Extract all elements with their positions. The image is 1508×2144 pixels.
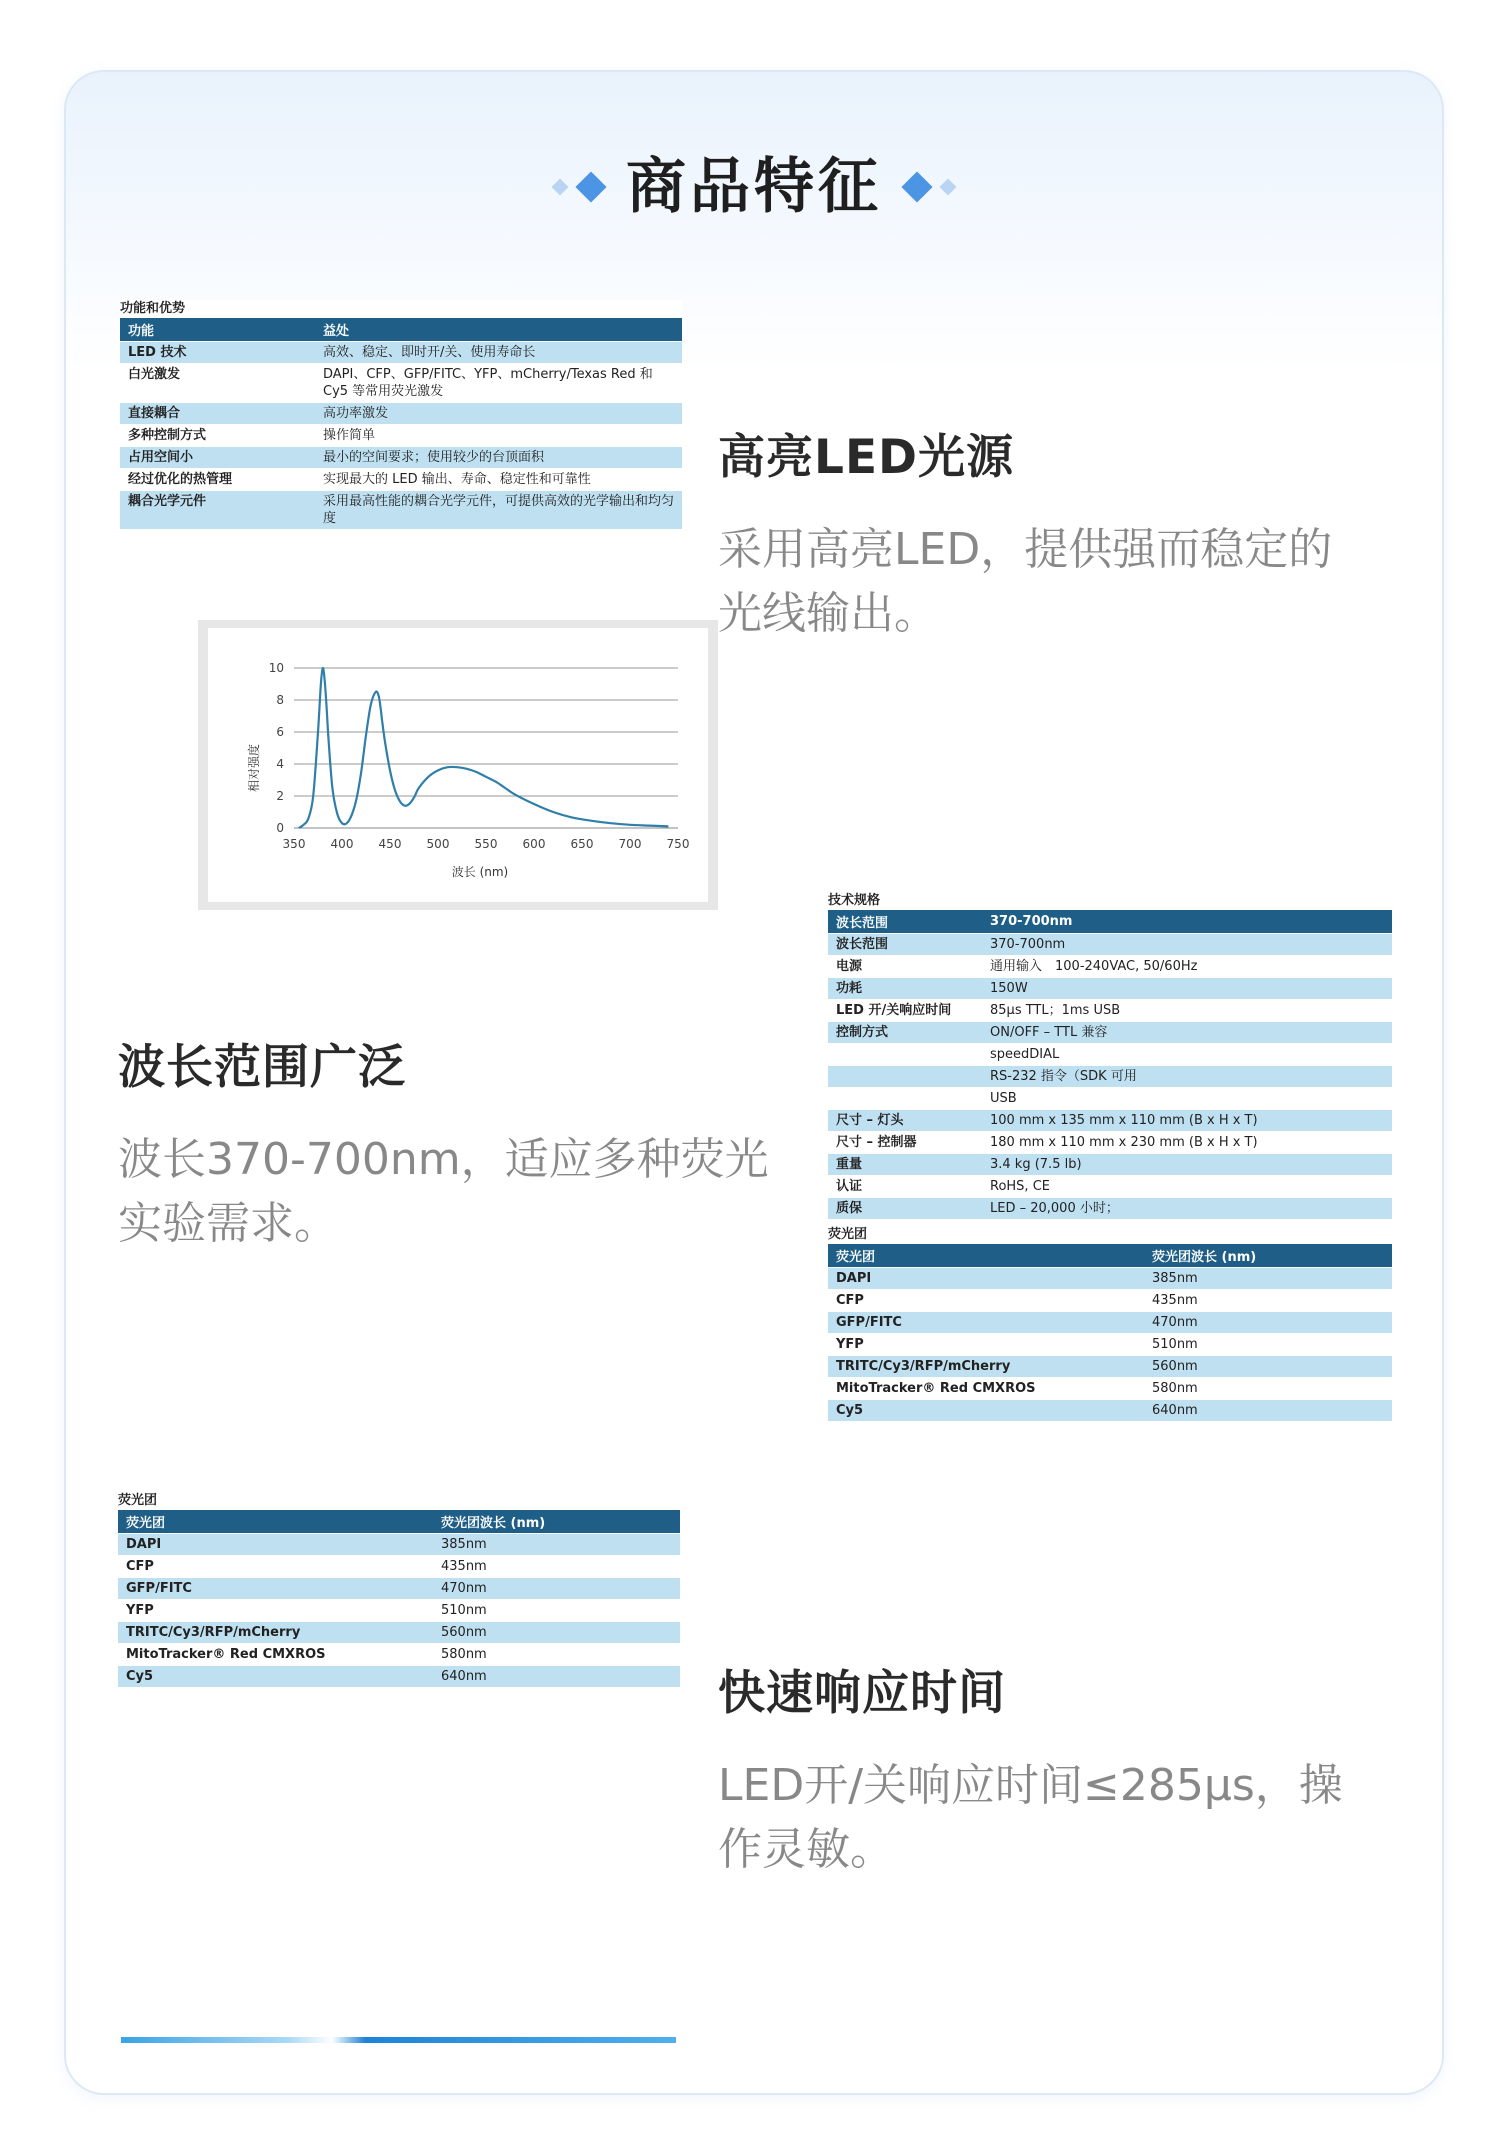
column-header: 益处 [315, 318, 682, 342]
cell-value: RS-232 指令（SDK 可用 [982, 1066, 1392, 1088]
table-row [120, 342, 682, 364]
column-header: 波长范围 [828, 910, 982, 934]
column-header: 荧光团 [118, 1510, 433, 1534]
table-row [828, 1154, 1392, 1176]
y-axis-label: 相对强度 [247, 743, 261, 793]
table-row [828, 956, 1392, 978]
y-tick-label: 2 [276, 789, 284, 803]
table-row [828, 1198, 1392, 1220]
product-features-card [64, 70, 1444, 2095]
description-line: 光线输出。 [718, 588, 938, 639]
feature-block-led [718, 428, 1418, 646]
cell-value: 510nm [1144, 1334, 1392, 1356]
table-row [118, 1666, 680, 1688]
table-row [120, 425, 682, 447]
x-tick-label: 700 [618, 837, 642, 851]
cell-value: 通用输入 100-240VAC, 50/60Hz [982, 956, 1392, 978]
table-row [118, 1644, 680, 1666]
table-row [828, 1334, 1392, 1356]
cell-key: 质保 [828, 1198, 982, 1220]
description-line: 波长370-700nm，适应多种荧光 [118, 1134, 769, 1185]
cell-key: GFP/FITC [118, 1578, 433, 1600]
cell-value: 180 mm x 110 mm x 230 mm (B x H x T) [982, 1132, 1392, 1154]
y-tick-label: 10 [268, 661, 284, 675]
cell-key: Cy5 [828, 1400, 1144, 1422]
cell-key: 尺寸 – 控制器 [828, 1132, 982, 1154]
y-tick-label: 0 [276, 821, 284, 835]
column-header: 荧光团波长 (nm) [433, 1510, 680, 1534]
table-row [120, 403, 682, 425]
description-line: 实验需求。 [118, 1198, 338, 1249]
cell-value: 435nm [433, 1556, 680, 1578]
cell-feature: 占用空间小 [120, 447, 315, 469]
cell-value: 580nm [1144, 1378, 1392, 1400]
table-caption: 荧光团 [118, 1493, 158, 1508]
table-row [828, 1132, 1392, 1154]
table-row [828, 1356, 1392, 1378]
cell-key: LED 开/关响应时间 [828, 1000, 982, 1022]
cell-value: 560nm [1144, 1356, 1392, 1378]
cell-feature: 直接耦合 [120, 403, 315, 425]
x-tick-label: 650 [570, 837, 594, 851]
feature-description [118, 1128, 818, 1256]
table-row [118, 1534, 680, 1556]
x-axis-label: 波长 (nm) [451, 865, 509, 879]
y-tick-label: 4 [276, 757, 284, 771]
cell-value: 100 mm x 135 mm x 110 mm (B x H x T) [982, 1110, 1392, 1132]
column-header: 370-700nm [982, 910, 1392, 934]
cell-benefit: 高效、稳定、即时开/关、使用寿命长 [315, 342, 682, 364]
table-row [828, 1088, 1392, 1110]
table-row [828, 1110, 1392, 1132]
cell-value: ON/OFF – TTL 兼容 [982, 1022, 1392, 1044]
x-tick-label: 500 [426, 837, 450, 851]
cell-value: LED – 20,000 小时； [982, 1198, 1392, 1220]
table-row [828, 1268, 1392, 1290]
feature-description [718, 1754, 1418, 1882]
cell-value: 385nm [433, 1534, 680, 1556]
cell-value: 370-700nm [982, 934, 1392, 956]
description-line: 采用高亮LED，提供强而稳定的 [718, 524, 1333, 575]
cell-value: speedDIAL [982, 1044, 1392, 1066]
cell-value: USB [982, 1088, 1392, 1110]
cell-benefit: 采用最高性能的耦合光学元件，可提供高效的光学输出和均匀度 [315, 491, 682, 530]
cell-key: 控制方式 [828, 1022, 982, 1044]
cell-value: 640nm [1144, 1400, 1392, 1422]
cell-value: 470nm [1144, 1312, 1392, 1334]
table-row [828, 1066, 1392, 1088]
cell-key: YFP [118, 1600, 433, 1622]
cell-key: CFP [118, 1556, 433, 1578]
cell-value: 510nm [433, 1600, 680, 1622]
description-line: 作灵敏。 [718, 1824, 894, 1875]
cell-key: MitoTracker® Red CMXROS [118, 1644, 433, 1666]
section-header [66, 142, 1442, 232]
spectrum-chart-panel [198, 620, 718, 910]
table-row [118, 1622, 680, 1644]
cell-key: MitoTracker® Red CMXROS [828, 1378, 1144, 1400]
cell-key: 重量 [828, 1154, 982, 1176]
x-tick-label: 400 [330, 837, 354, 851]
cell-feature: LED 技术 [120, 342, 315, 364]
cell-key [828, 1044, 982, 1066]
cell-value: 560nm [433, 1622, 680, 1644]
cell-benefit: 最小的空间要求；使用较少的台顶面积 [315, 447, 682, 469]
cell-key: DAPI [118, 1534, 433, 1556]
cell-key: 功耗 [828, 978, 982, 1000]
table-caption: 技术规格 [828, 893, 881, 908]
x-tick-label: 550 [474, 837, 498, 851]
decorative-image-strip [121, 2037, 676, 2043]
table-row [828, 1044, 1392, 1066]
diamond-icon [552, 179, 569, 196]
cell-benefit: DAPI、CFP、GFP/FITC、YFP、mCherry/Texas Red 和 Cy5 等常用荧光激发 [315, 364, 682, 403]
column-header: 功能 [120, 318, 315, 342]
cell-value: 3.4 kg (7.5 lb) [982, 1154, 1392, 1176]
cell-key: DAPI [828, 1268, 1144, 1290]
cell-value: 640nm [433, 1666, 680, 1688]
spectrum-chart [208, 628, 708, 902]
cell-value: 85μs TTL；1ms USB [982, 1000, 1392, 1022]
table-row [828, 1400, 1392, 1422]
cell-feature: 耦合光学元件 [120, 491, 315, 530]
x-tick-label: 350 [282, 837, 306, 851]
table-row [118, 1556, 680, 1578]
cell-value: 470nm [433, 1578, 680, 1600]
feature-title: 波长范围广泛 [118, 1040, 406, 1095]
table-row [828, 1022, 1392, 1044]
table-caption: 功能和优势 [120, 301, 186, 316]
description-line: LED开/关响应时间≤285μs，操 [718, 1760, 1343, 1811]
table-row [828, 1378, 1392, 1400]
feature-block-response [718, 1664, 1418, 1882]
feature-title: 快速响应时间 [718, 1666, 1006, 1721]
table-row [828, 1312, 1392, 1334]
x-tick-label: 450 [378, 837, 402, 851]
table-row [828, 1176, 1392, 1198]
table-caption: 荧光团 [828, 1227, 868, 1242]
y-tick-label: 8 [276, 693, 284, 707]
cell-benefit: 高功率激发 [315, 403, 682, 425]
column-header: 荧光团波长 (nm) [1144, 1244, 1392, 1268]
table-row [828, 1000, 1392, 1022]
table-row [120, 491, 682, 530]
cell-feature: 白光激发 [120, 364, 315, 403]
feature-title: 高亮LED光源 [718, 430, 1015, 485]
table-row [828, 934, 1392, 956]
cell-value: 385nm [1144, 1268, 1392, 1290]
y-tick-label: 6 [276, 725, 284, 739]
diamond-icon [901, 171, 932, 202]
cell-benefit: 实现最大的 LED 输出、寿命、稳定性和可靠性 [315, 469, 682, 491]
cell-key: 认证 [828, 1176, 982, 1198]
cell-benefit: 操作简单 [315, 425, 682, 447]
table-row [120, 469, 682, 491]
diamond-icon [940, 179, 957, 196]
feature-description [718, 518, 1418, 646]
diamond-icon [575, 171, 606, 202]
cell-key [828, 1088, 982, 1110]
cell-feature: 经过优化的热管理 [120, 469, 315, 491]
fluorophore-table [118, 1492, 680, 1688]
column-header: 荧光团 [828, 1244, 1144, 1268]
cell-value: 150W [982, 978, 1392, 1000]
function-benefit-table [120, 300, 682, 530]
cell-key: 波长范围 [828, 934, 982, 956]
cell-value: RoHS, CE [982, 1176, 1392, 1198]
cell-key: YFP [828, 1334, 1144, 1356]
table-row [828, 1290, 1392, 1312]
tech-spec-table [828, 892, 1392, 1422]
x-tick-label: 600 [522, 837, 546, 851]
table-row [118, 1600, 680, 1622]
cell-key [828, 1066, 982, 1088]
cell-value: 435nm [1144, 1290, 1392, 1312]
table-row [120, 364, 682, 403]
cell-key: Cy5 [118, 1666, 433, 1688]
cell-feature: 多种控制方式 [120, 425, 315, 447]
x-tick-label: 750 [666, 837, 690, 851]
cell-value: 580nm [433, 1644, 680, 1666]
cell-key: 电源 [828, 956, 982, 978]
feature-block-wavelength [118, 1038, 818, 1256]
table-row [828, 978, 1392, 1000]
table-row [118, 1578, 680, 1600]
cell-key: 尺寸 – 灯头 [828, 1110, 982, 1132]
cell-key: CFP [828, 1290, 1144, 1312]
section-title: 商品特征 [626, 152, 882, 222]
table-row [120, 447, 682, 469]
cell-key: TRITC/Cy3/RFP/mCherry [828, 1356, 1144, 1378]
cell-key: GFP/FITC [828, 1312, 1144, 1334]
cell-key: TRITC/Cy3/RFP/mCherry [118, 1622, 433, 1644]
